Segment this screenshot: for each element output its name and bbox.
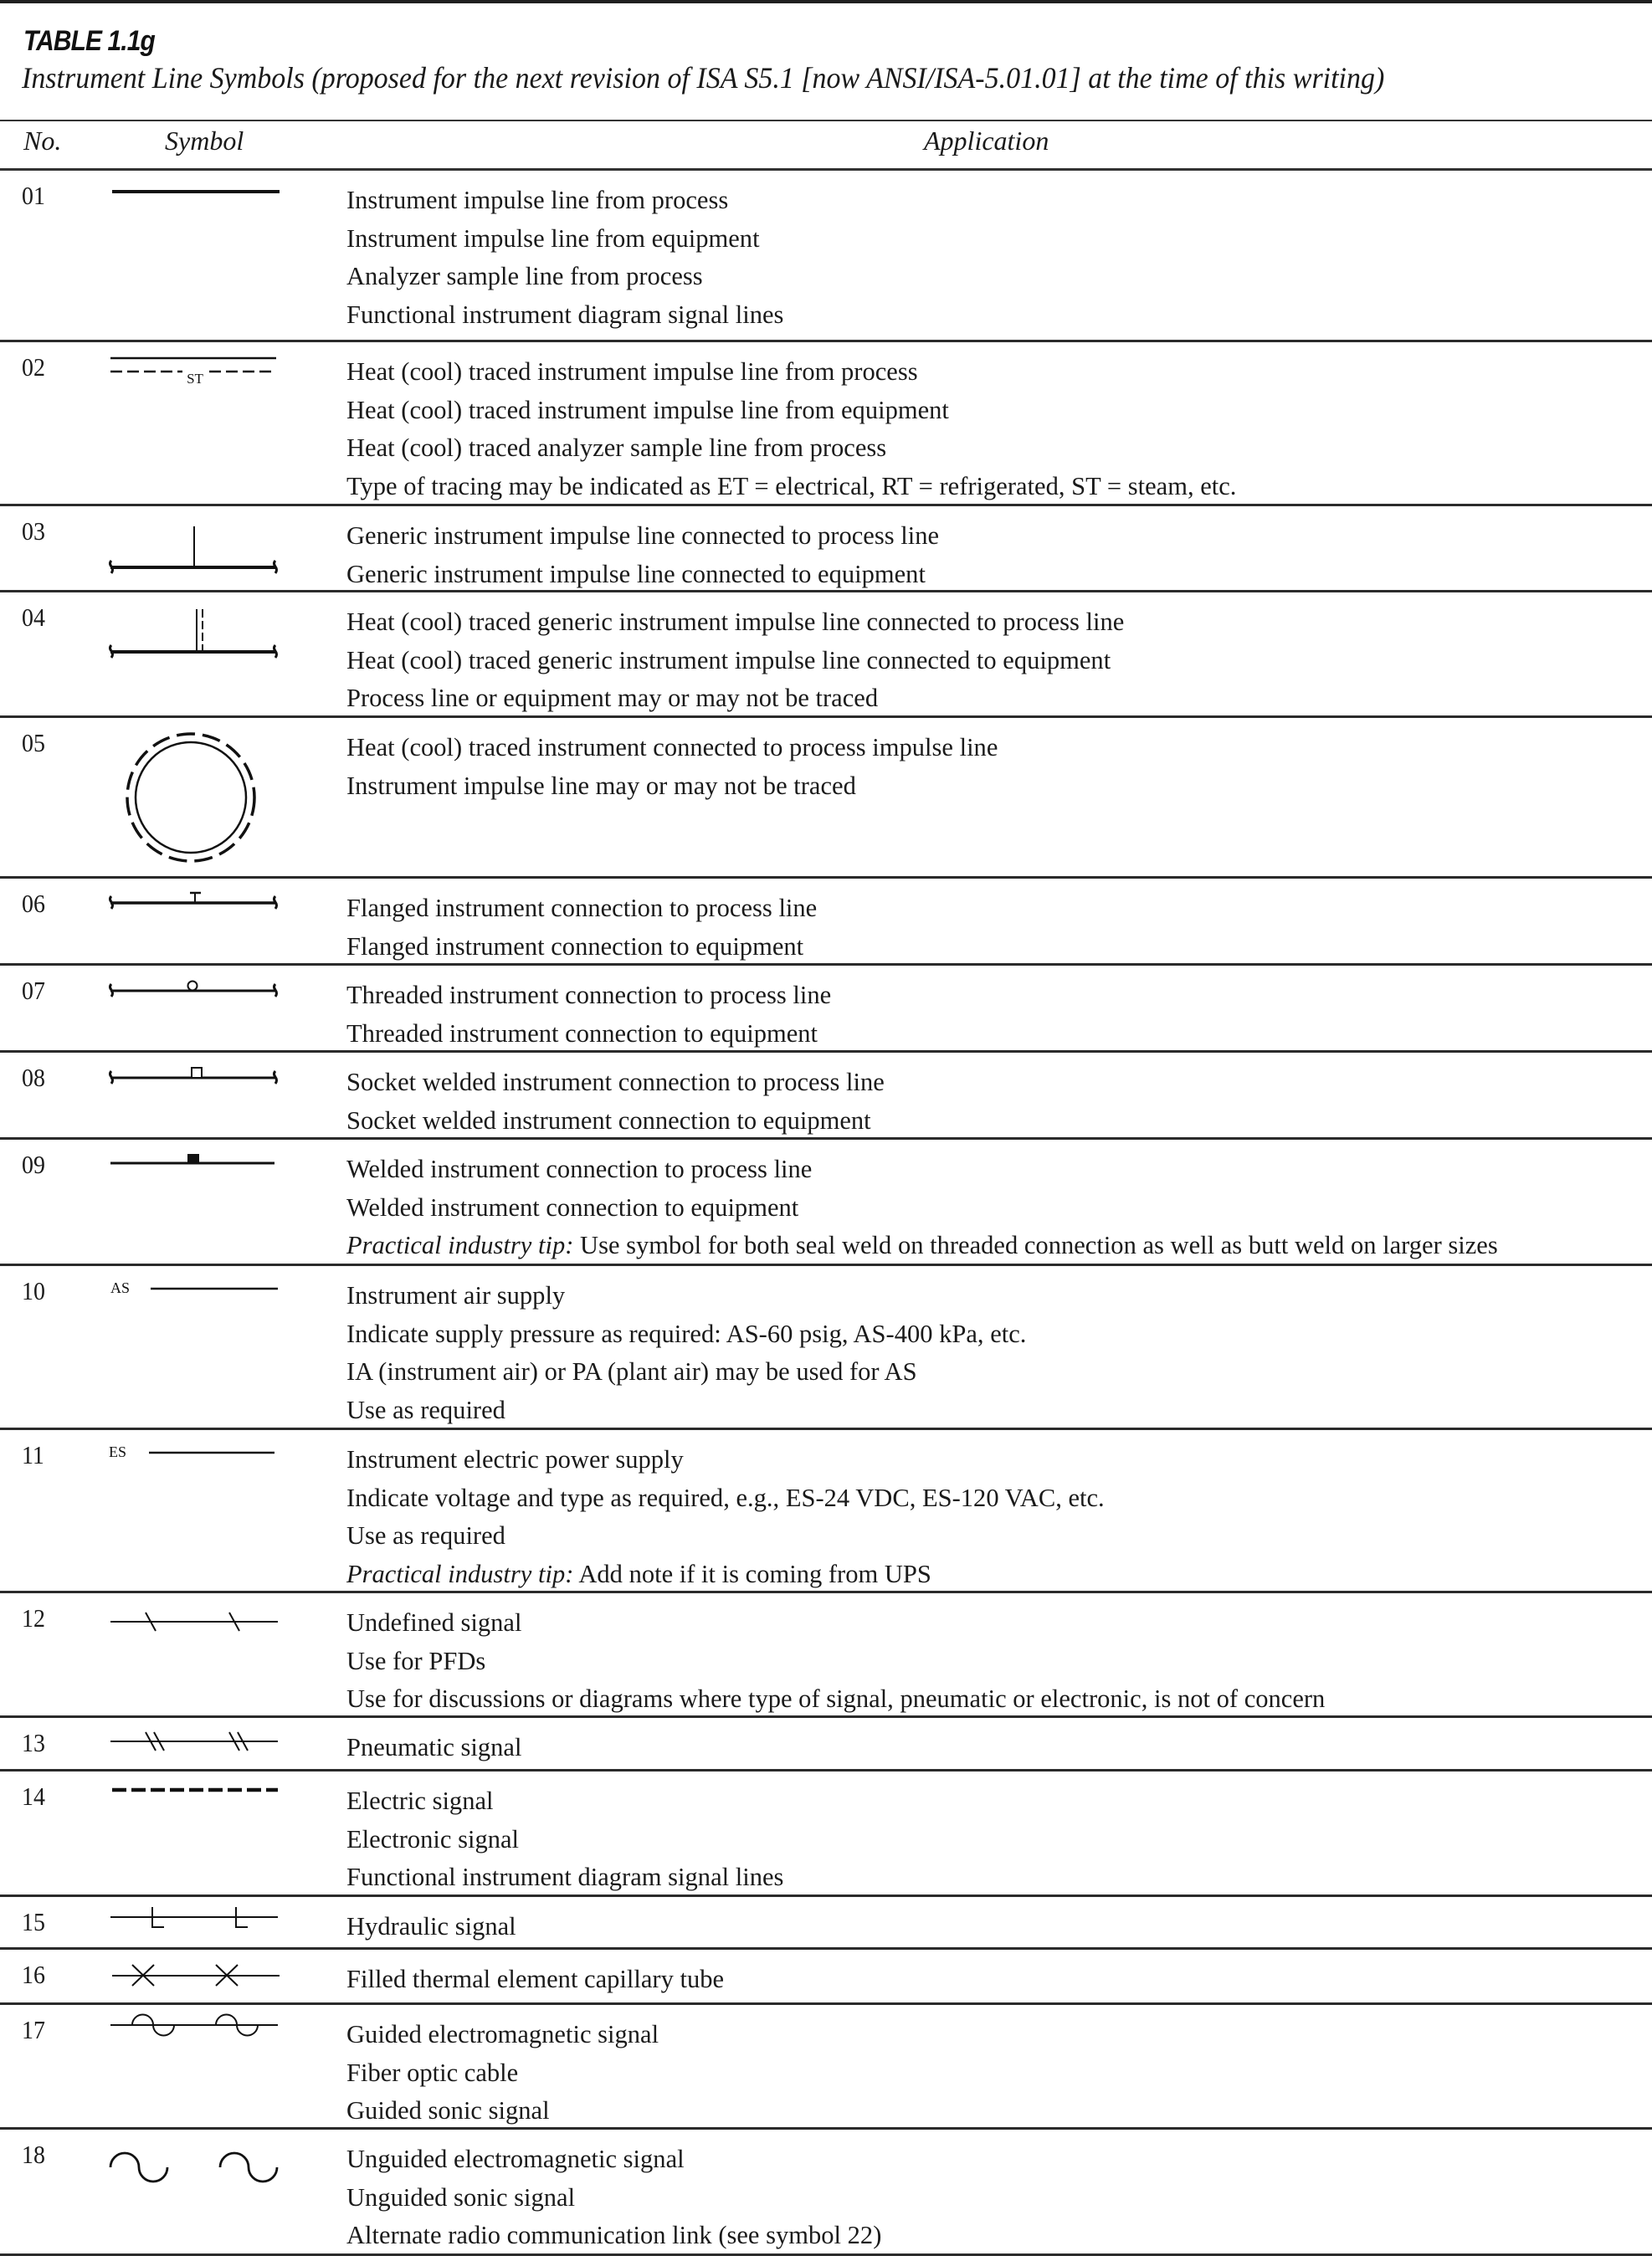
table-row <box>0 2005 1652 2130</box>
application-text: Indicate supply pressure as required: AS-60 psig, AS-400 kPa, etc. <box>346 1318 1027 1348</box>
column-header-application: Application <box>924 126 1049 156</box>
table-row <box>0 966 1652 1053</box>
application-text: Undefined signal <box>346 1607 522 1637</box>
line-end-mark <box>110 984 113 997</box>
application-list <box>346 1960 730 1998</box>
row-number: 04 <box>22 602 45 632</box>
supply-label: AS <box>110 1279 131 1296</box>
application-text: Heat (cool) traced instrument connected to process impulse line <box>346 732 998 761</box>
table-row <box>0 879 1652 966</box>
row-number: 11 <box>22 1440 44 1469</box>
symbol-drawing <box>100 171 301 342</box>
application-text: Indicate voltage and type as required, e.g., ES-24 VDC, ES-120 VAC, etc. <box>346 1482 1105 1512</box>
line-end-mark <box>110 561 113 573</box>
line-end-mark <box>274 896 277 909</box>
application-text: Fiber optic cable <box>346 2057 519 2087</box>
table-row <box>0 171 1652 342</box>
application-text: Type of tracing may be indicated as ET = electrical, RT = refrigerated, ST = steam, etc. <box>346 470 1237 500</box>
symbol-drawing <box>100 966 301 1053</box>
application-line <box>346 257 783 295</box>
application-line <box>346 1555 1105 1593</box>
application-line <box>346 352 1236 391</box>
table-row <box>0 1718 1652 1771</box>
application-text: Alternate radio communication link (see symbol 22) <box>346 2220 882 2249</box>
unguided-em-signal-icon <box>100 2130 301 2256</box>
row-number: 13 <box>22 1728 45 1757</box>
symbol-drawing <box>100 506 301 592</box>
application-text: IA (instrument air) or PA (plant air) may be used for AS <box>346 1356 917 1386</box>
symbol-drawing <box>100 1266 301 1430</box>
symbol-drawing <box>100 1950 301 2005</box>
application-list <box>346 1782 790 1896</box>
symbol-drawing <box>100 718 301 879</box>
table-row <box>0 506 1652 592</box>
application-text: Use for discussions or diagrams where type of signal, pneumatic or electronic, is not of concern <box>346 1684 1326 1713</box>
tracing-type-label: ST <box>187 371 203 387</box>
pneumatic-signal-icon <box>100 1718 301 1771</box>
column-header-no: No. <box>23 126 62 156</box>
thread-circle <box>188 982 198 991</box>
application-line <box>346 927 817 966</box>
symbol-drawing <box>100 1718 301 1771</box>
row-number: 07 <box>22 976 45 1005</box>
row-number: 12 <box>22 1603 45 1633</box>
application-list <box>346 728 1008 804</box>
row-number: 02 <box>22 352 45 382</box>
line-end-mark <box>110 1071 113 1084</box>
application-line <box>346 2015 659 2053</box>
application-text: Hydraulic signal <box>346 1911 516 1941</box>
application-text: Unguided electromagnetic signal <box>346 2144 685 2173</box>
application-line <box>346 391 1236 429</box>
application-line <box>346 641 1124 679</box>
row-number: 10 <box>22 1276 45 1305</box>
application-text: Functional instrument diagram signal lines <box>346 1862 784 1891</box>
tracing-circle <box>127 734 254 861</box>
application-text: Analyzer sample line from process <box>346 261 703 290</box>
application-line <box>346 1188 1498 1227</box>
application-line <box>346 1479 1105 1517</box>
application-text: Unguided sonic signal <box>346 2182 576 2212</box>
application-list <box>346 181 790 333</box>
symbol-drawing <box>100 879 301 966</box>
row-number: 01 <box>22 181 45 210</box>
row-number: 18 <box>22 2140 45 2169</box>
solid-thick-line-icon <box>100 171 301 342</box>
air-supply-line-icon <box>100 1266 301 1430</box>
traced-line-icon <box>100 342 301 506</box>
application-line <box>346 1063 885 1101</box>
application-text: Filled thermal element capillary tube <box>346 1964 725 1993</box>
application-text: Welded instrument connection to process line <box>346 1154 813 1183</box>
application-text: Heat (cool) traced instrument impulse line from equipment <box>346 394 949 424</box>
application-text: Instrument air supply <box>346 1280 566 1310</box>
application-list <box>346 602 1136 717</box>
application-line <box>346 2053 659 2092</box>
socket-welded-connection-icon <box>100 1053 301 1140</box>
application-line <box>346 1960 724 1998</box>
application-text: Welded instrument connection to equipment <box>346 1192 799 1222</box>
row-number: 16 <box>22 1960 45 1989</box>
table-row <box>0 1430 1652 1593</box>
table-row <box>0 1266 1652 1430</box>
application-line <box>346 1150 1498 1188</box>
symbol-drawing <box>100 1140 301 1266</box>
application-text: Instrument electric power supply <box>346 1444 684 1474</box>
application-line <box>346 1101 885 1140</box>
application-line <box>346 1603 1325 1642</box>
application-line <box>346 295 783 334</box>
application-line <box>346 555 939 593</box>
application-text: Use as required <box>346 1520 505 1550</box>
application-line <box>346 1391 1026 1429</box>
industry-tip-label: Practical industry tip: <box>346 1558 574 1588</box>
signal-wave <box>110 2153 167 2182</box>
application-line <box>346 467 1236 505</box>
application-line <box>346 516 939 555</box>
application-list <box>346 1728 525 1766</box>
line-end-mark <box>110 645 113 658</box>
line-end-mark <box>274 984 277 997</box>
application-line <box>346 1014 831 1053</box>
application-text: Use symbol for both seal weld on threaded connection as well as butt weld on larger sizes <box>573 1230 1498 1259</box>
row-number: 03 <box>22 516 45 546</box>
line-end-mark <box>274 645 277 658</box>
table-row <box>0 1771 1652 1897</box>
application-list <box>346 1603 1340 1718</box>
symbol-drawing <box>100 1897 301 1950</box>
table-row <box>0 2130 1652 2256</box>
application-text: Use as required <box>346 1394 505 1424</box>
application-text: Generic instrument impulse line connected to equipment <box>346 558 926 588</box>
symbol-drawing <box>100 2130 301 2256</box>
application-line <box>346 1440 1105 1479</box>
application-text: Electronic signal <box>346 1823 520 1854</box>
application-list <box>346 1907 519 1946</box>
application-text: Electric signal <box>346 1786 494 1815</box>
application-list <box>346 889 824 965</box>
application-line <box>346 1276 1026 1315</box>
application-line <box>346 219 783 258</box>
application-line <box>346 2216 881 2254</box>
symbol-drawing <box>100 1771 301 1897</box>
symbol-drawing <box>100 1053 301 1140</box>
symbol-drawing <box>100 1430 301 1593</box>
application-line <box>346 1679 1325 1718</box>
welded-connection-icon <box>100 1140 301 1266</box>
electric-signal-icon <box>100 1771 301 1897</box>
application-text: Process line or equipment may or may not be traced <box>346 683 879 712</box>
application-list <box>346 976 839 1052</box>
supply-label: ES <box>109 1443 127 1460</box>
generic-connection-icon <box>100 506 301 592</box>
application-text: Threaded instrument connection to equipment <box>346 1018 818 1048</box>
symbol-drawing <box>100 342 301 506</box>
application-line <box>346 1858 783 1896</box>
line-end-mark <box>274 1071 277 1084</box>
application-text: Heat (cool) traced generic instrument impulse line connected to process line <box>346 607 1125 636</box>
electric-supply-line-icon <box>100 1430 301 1593</box>
application-text: Threaded instrument connection to process line <box>346 980 832 1009</box>
table-row <box>0 1897 1652 1950</box>
application-text: Socket welded instrument connection to process line <box>346 1067 885 1096</box>
table-row <box>0 1053 1652 1140</box>
weld-square <box>187 1154 199 1164</box>
row-number: 06 <box>22 889 45 918</box>
column-header-symbol: Symbol <box>165 126 244 156</box>
traced-instrument-circle-icon <box>100 718 301 879</box>
instrument-circle <box>136 742 246 853</box>
application-line <box>346 1315 1026 1353</box>
capillary-tube-icon <box>100 1950 301 2005</box>
application-text: Use for PFDs <box>346 1645 486 1675</box>
line-end-mark <box>110 896 113 909</box>
symbol-drawing <box>100 2005 301 2130</box>
table-row <box>0 1593 1652 1718</box>
application-line <box>346 428 1236 467</box>
application-list <box>346 1063 893 1139</box>
top-rule <box>0 0 1652 3</box>
application-line <box>346 602 1124 641</box>
guided-em-signal-icon <box>100 2005 301 2130</box>
application-line <box>346 2178 881 2217</box>
application-line <box>346 1820 783 1859</box>
table-row <box>0 592 1652 718</box>
header-rule <box>0 120 1652 121</box>
application-text: Heat (cool) traced instrument impulse line from process <box>346 356 918 386</box>
application-list <box>346 1440 1116 1592</box>
application-line <box>346 976 831 1014</box>
application-text: Flanged instrument connection to process line <box>346 893 818 922</box>
application-text: Heat (cool) traced generic instrument impulse line connected to equipment <box>346 644 1111 674</box>
application-list <box>346 1150 1516 1264</box>
application-text: Instrument impulse line may or may not be traced <box>346 770 856 800</box>
application-list <box>346 1276 1037 1428</box>
application-text: Pneumatic signal <box>346 1732 522 1761</box>
application-line <box>346 1516 1105 1555</box>
flanged-connection-icon <box>100 879 301 966</box>
application-line <box>346 2091 659 2130</box>
signal-wave <box>220 2153 277 2182</box>
application-text: Heat (cool) traced analyzer sample line from process <box>346 433 887 462</box>
table-label: TABLE 1.1g <box>23 25 155 57</box>
undefined-signal-icon <box>100 1593 301 1718</box>
table-row <box>0 1140 1652 1266</box>
application-text: Flanged instrument connection to equipment <box>346 931 804 961</box>
application-line <box>346 1907 516 1946</box>
application-text: Add note if it is coming from UPS <box>573 1558 931 1588</box>
application-line <box>346 1352 1026 1391</box>
application-line <box>346 889 817 927</box>
application-line <box>346 181 783 219</box>
application-line <box>346 1226 1498 1264</box>
application-line <box>346 728 998 767</box>
row-number: 08 <box>22 1063 45 1092</box>
application-text: Socket welded instrument connection to equipment <box>346 1105 871 1135</box>
application-list <box>346 516 948 592</box>
row-number: 09 <box>22 1150 45 1179</box>
table-row <box>0 342 1652 506</box>
application-list <box>346 2015 664 2130</box>
socket-square <box>192 1068 202 1078</box>
row-number: 14 <box>22 1782 45 1811</box>
application-list <box>346 2140 890 2254</box>
application-text: Functional instrument diagram signal lines <box>346 299 784 329</box>
application-line <box>346 2140 881 2178</box>
row-number: 05 <box>22 728 45 757</box>
symbol-drawing <box>100 1593 301 1718</box>
table-caption: Instrument Line Symbols (proposed for the next revision of ISA S5.1 [now ANSI/ISA-5.01.01] at the time of this writing) <box>22 61 1385 95</box>
table-row <box>0 718 1652 879</box>
application-line <box>346 767 998 805</box>
application-list <box>346 352 1250 505</box>
application-text: Instrument impulse line from equipment <box>346 223 760 253</box>
symbol-drawing <box>100 592 301 718</box>
line-end-mark <box>274 561 277 573</box>
application-line <box>346 679 1124 717</box>
traced-generic-connection-icon <box>100 592 301 718</box>
threaded-connection-icon <box>100 966 301 1053</box>
application-line <box>346 1728 521 1766</box>
table-row <box>0 1950 1652 2005</box>
row-number: 17 <box>22 2015 45 2044</box>
application-text: Guided electromagnetic signal <box>346 2019 659 2048</box>
application-text: Generic instrument impulse line connected to process line <box>346 520 940 550</box>
application-line <box>346 1642 1325 1680</box>
application-line <box>346 1782 783 1820</box>
hydraulic-signal-icon <box>100 1897 301 1950</box>
row-number: 15 <box>22 1907 45 1936</box>
application-text: Guided sonic signal <box>346 2095 550 2125</box>
application-text: Instrument impulse line from process <box>346 185 729 214</box>
industry-tip-label: Practical industry tip: <box>346 1230 574 1259</box>
